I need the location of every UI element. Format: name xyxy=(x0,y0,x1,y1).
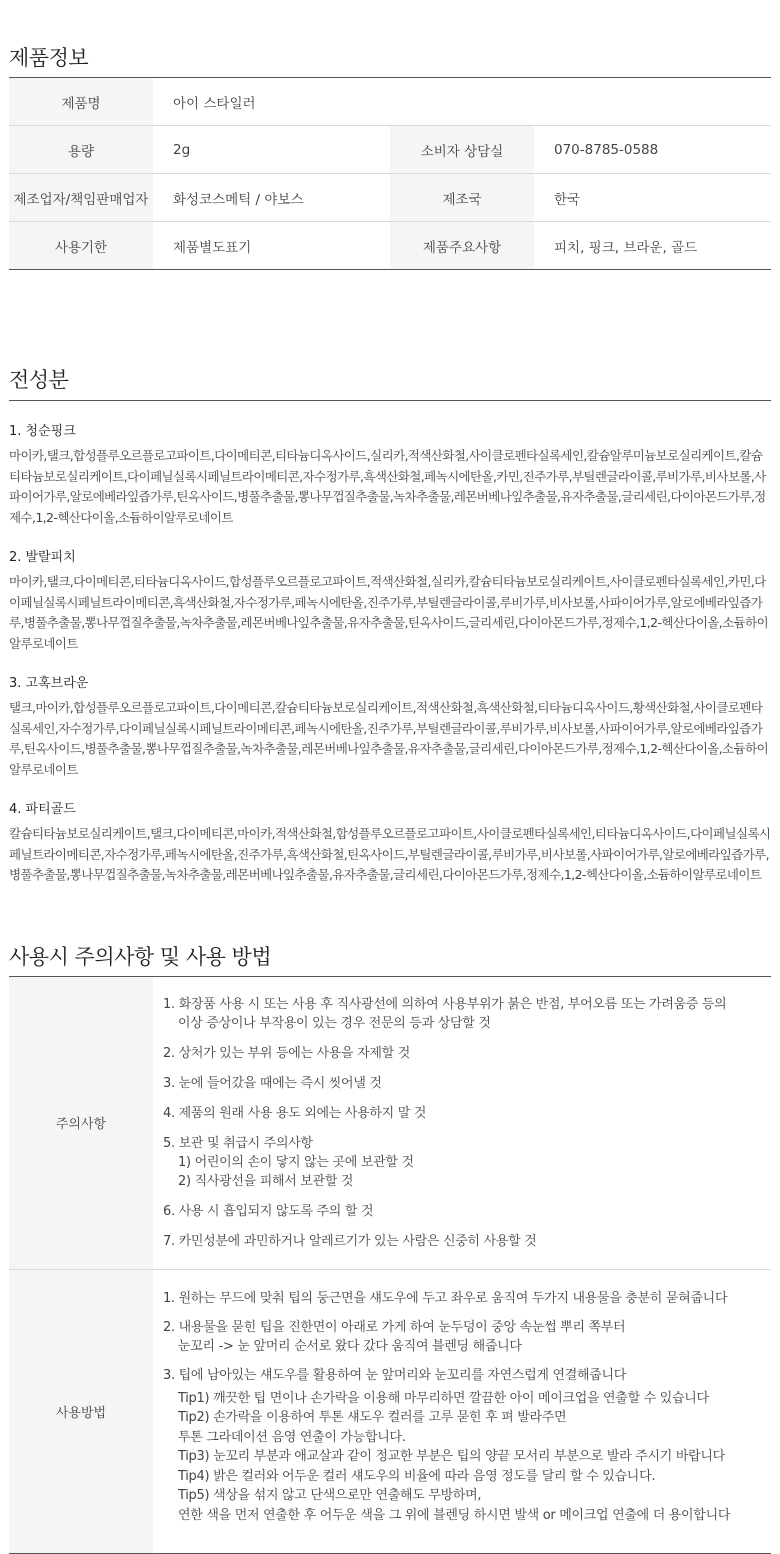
caution-list xyxy=(163,977,771,1251)
caution-item-subtext: 1) 어린이의 손이 닿지 않는 곳에 보관할 것 xyxy=(178,1154,414,1170)
info-value-expiry: 제품별도표기 xyxy=(153,222,390,270)
method-list xyxy=(163,1270,771,1526)
method-item xyxy=(163,1366,771,1526)
ingredient-item xyxy=(9,547,771,654)
caution-item-subtext: 2) 직사광선을 피해서 보관할 것 xyxy=(178,1173,354,1189)
info-value-manufacturer: 화성코스메틱 / 야보스 xyxy=(153,174,390,222)
method-tip-line: Tip3) 눈꼬리 부분과 애교살과 같이 정교한 부분은 팁의 양끝 모서리 부분으로 발라 주시기 바랍니다 xyxy=(178,1449,725,1464)
caution-item xyxy=(163,1134,771,1191)
caution-item-text: 4. 제품의 원래 사용 용도 외에는 사용하지 말 것 xyxy=(163,1105,427,1121)
product-info-title: 제품정보 xyxy=(9,0,771,78)
method-item xyxy=(163,1289,771,1308)
info-label-product-name: 제품명 xyxy=(9,78,153,126)
method-body xyxy=(153,1269,771,1553)
method-tip-line: Tip5) 색상을 섞지 않고 단색으로만 연출해도 무방하며, xyxy=(178,1488,482,1503)
ingredient-shade-name: 1. 청순핑크 xyxy=(9,424,76,439)
info-label-country: 제조국 xyxy=(390,174,534,222)
caution-item xyxy=(163,995,771,1033)
info-value-country: 한국 xyxy=(534,174,771,222)
caution-item-text: 6. 사용 시 흡입되지 않도록 주의 할 것 xyxy=(163,1203,374,1219)
method-tip-line: 연한 색을 먼저 연출한 후 어두운 색을 그 위에 블렌딩 하시면 발색 or 메이크업 연출에 더 용이합니다 xyxy=(178,1507,731,1523)
method-row xyxy=(9,1269,771,1553)
ingredient-text: 칼슘티타늄보로실리케이트,탤크,다이메티콘,마이카,적색산화철,합성플루오르플로고파이트,사이클로펜타실록세인,티타늄디옥사이드,다이페닐실록시페닐트라이메티콘,자수정가루,페녹시에탄올,진주가루,흑색산화철,틴옥사이드,부틸렌글라이콜,루비가루,비사보롤,사파이어가루,알로에베라잎즙가루,병풀추출물,뽕나무껍질추출물,녹차추출물,레몬버베나잎추출물,유자추출물,글리세린,다이아몬드가루,정제수,1,2-헥산다이올,소듐하이알루로네이트 xyxy=(9,826,771,882)
caution-item-text: 1. 화장품 사용 시 또는 사용 후 직사광선에 의하여 사용부위가 붉은 반점, 부어오름 또는 가려움증 등의 xyxy=(163,996,727,1012)
caution-body xyxy=(153,977,771,1270)
usage-title: 사용시 주의사항 및 사용 방법 xyxy=(9,905,771,977)
info-label-manufacturer: 제조업자/책임판매업자 xyxy=(9,174,153,222)
caution-item-text: 7. 카민성분에 과민하거나 알레르기가 있는 사람은 신중히 사용할 것 xyxy=(163,1233,537,1249)
method-tips xyxy=(163,1389,771,1526)
method-tip-line: Tip1) 깨끗한 팁 면이나 손가락을 이용해 마무리하면 깔끔한 아이 메이크업을 연출할 수 있습니다 xyxy=(178,1390,709,1406)
ingredient-shade-name: 2. 발랄피치 xyxy=(9,550,76,565)
info-label-customer-center: 소비자 상담실 xyxy=(390,126,534,174)
info-value-product-name: 아이 스타일러 xyxy=(153,78,771,126)
ingredients-title: 전성분 xyxy=(9,334,771,401)
caution-item-subtext: 이상 증상이나 부작용이 있는 경우 전문의 등과 상담할 것 xyxy=(178,1015,491,1031)
caution-item xyxy=(163,1104,771,1123)
info-row-expiry xyxy=(9,222,771,270)
caution-label: 주의사항 xyxy=(9,977,153,1270)
ingredient-item xyxy=(9,421,771,528)
info-label-capacity: 용량 xyxy=(9,126,153,174)
info-row-capacity xyxy=(9,126,771,174)
method-tip-line: 투톤 그라데이션 음영 연출이 가능합니다. xyxy=(178,1429,406,1445)
ingredient-item xyxy=(9,673,771,780)
caution-item xyxy=(163,1044,771,1063)
info-value-main-items: 피치, 핑크, 브라운, 골드 xyxy=(534,222,771,270)
caution-item-text: 3. 눈에 들어갔을 때에는 즉시 씻어낼 것 xyxy=(163,1075,382,1091)
caution-item xyxy=(163,1202,771,1221)
info-row-manufacturer xyxy=(9,174,771,222)
method-label: 사용방법 xyxy=(9,1269,153,1553)
ingredient-shade-name: 3. 고혹브라운 xyxy=(9,676,89,691)
ingredient-item xyxy=(9,799,771,886)
ingredients-list xyxy=(9,401,771,886)
method-item-subtext: 눈꼬리 -> 눈 앞머리 순서로 왔다 갔다 움직여 블렌딩 해줍니다 xyxy=(178,1338,522,1354)
caution-item xyxy=(163,1074,771,1093)
info-label-expiry: 사용기한 xyxy=(9,222,153,270)
product-info-table xyxy=(9,78,771,270)
caution-item-text: 5. 보관 및 취급시 주의사항 xyxy=(163,1135,313,1151)
caution-item-text: 2. 상처가 있는 부위 등에는 사용을 자제할 것 xyxy=(163,1045,411,1061)
ingredient-shade-name: 4. 파티골드 xyxy=(9,802,76,817)
method-item xyxy=(163,1318,771,1356)
method-tip-line: Tip2) 손가락을 이용하여 투톤 섀도우 컬러를 고루 묻힌 후 펴 발라주면 xyxy=(178,1410,567,1425)
info-label-main-items: 제품주요사항 xyxy=(390,222,534,270)
usage-table xyxy=(9,977,771,1554)
ingredient-text: 마이카,탤크,다이메티콘,티타늄디옥사이드,합성플루오르플로고파이트,적색산화철,실리카,칼슘티타늄보로실리케이트,사이클로펜타실록세인,카민,다이페닐실록시페닐트라이메티콘,흑색산화철,자수정가루,페녹시에탄올,진주가루,부틸렌글라이콜,루비가루,비사보롤,사파이어가루,알로에베라잎즙가루,병풀추출물,뽕나무껍질추출물,녹차추출물,레몬버베나잎추출물,유자추출물,틴옥사이드,글리세린,다이아몬드가루,정제수,1,2-헥산다이올,소듐하이알루로네이트 xyxy=(9,574,769,651)
ingredient-text: 마이카,탤크,합성플루오르플로고파이트,다이메티콘,티타늄디옥사이드,실리카,적색산화철,사이클로펜타실록세인,칼슘알루미늄보로실리케이트,칼슘티타늄보로실리케이트,다이페닐실록시페닐트라이메티콘,자수정가루,흑색산화철,페녹시에탄올,카민,진주가루,부틸렌글라이콜,루비가루,비사보롤,사파이어가루,알로에베라잎즙가루,틴옥사이드,병풀추출물,뽕나무껍질추출물,녹차추출물,레몬버베나잎추출물,유자추출물,글리세린,다이아몬드가루,정제수,1,2-헥산다이올,소듐하이알루로네이트 xyxy=(9,448,766,525)
info-row-product-name xyxy=(9,78,771,126)
method-item-text: 1. 원하는 무드에 맞춰 팁의 둥근면을 섀도우에 두고 좌우로 움직여 두가지 내용물을 충분히 묻혀줍니다 xyxy=(163,1290,728,1306)
caution-row xyxy=(9,977,771,1270)
info-value-customer-center: 070-8785-0588 xyxy=(534,126,771,174)
caution-item xyxy=(163,1232,771,1251)
method-item-text: 3. 팁에 남아있는 섀도우를 활용하여 눈 앞머리와 눈꼬리를 자연스럽게 연결해줍니다 xyxy=(163,1367,627,1383)
method-tip-line: Tip4) 밝은 컬러와 어두운 컬러 섀도우의 비율에 따라 음영 정도를 달리 할 수 있습니다. xyxy=(178,1468,656,1484)
info-value-capacity: 2g xyxy=(153,126,390,174)
method-item-text: 2. 내용물을 묻힌 팁을 진한면이 아래로 가게 하여 눈두덩이 중앙 속눈썹 뿌리 쪽부터 xyxy=(163,1319,626,1335)
ingredient-text: 탤크,마이카,합성플루오르플로고파이트,다이메티콘,칼슘티타늄보로실리케이트,적색산화철,흑색산화철,티타늄디옥사이드,황색산화철,사이클로펜타실록세인,자수정가루,다이페닐실록시페닐트라이메티콘,페녹시에탄올,진주가루,부틸렌글라이콜,루비가루,비사보롤,사파이어가루,알로에베라잎즙가루,틴옥사이드,병풀추출물,뽕나무껍질추출물,녹차추출물,레몬버베나잎추출물,유자추출물,글리세린,다이아몬드가루,정제수,1,2-헥산다이올,소듐하이알루로네이트 xyxy=(9,700,769,777)
